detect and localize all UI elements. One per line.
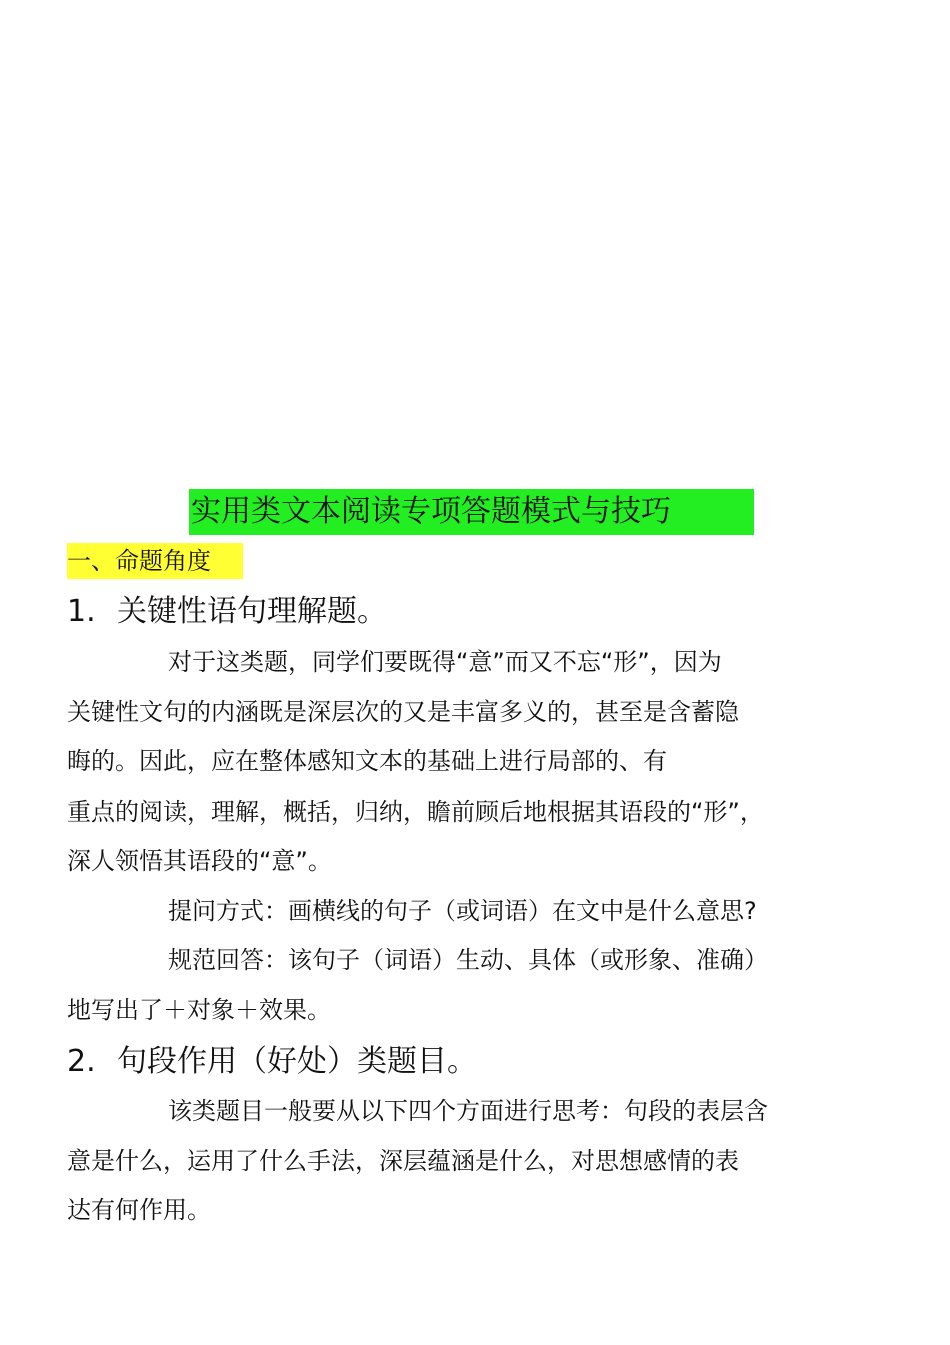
question-1-number: 1. — [67, 594, 96, 629]
question-1-heading — [67, 592, 387, 632]
paragraph-line: 深人领悟其语段的“意”。 — [67, 847, 332, 875]
paragraph-line: 该类题目一般要从以下四个方面进行思考：句段的表层含 — [168, 1097, 768, 1125]
question-1-title: 关键性语句理解题。 — [117, 594, 387, 629]
paragraph-line: 关键性文句的内涵既是深层次的又是丰富多义的，甚至是含蓄隐 — [67, 698, 739, 726]
paragraph-line: 重点的阅读，理解，概括，归纳，瞻前顾后地根据其语段的“形”， — [67, 798, 764, 826]
paragraph-line: 晦的。因此，应在整体感知文本的基础上进行局部的、有 — [67, 747, 667, 775]
paragraph-line: 意是什么，运用了什么手法，深层蕴涵是什么，对思想感情的表 — [67, 1147, 739, 1175]
answer-line: 规范回答：该句子（词语）生动、具体（或形象、准确） — [168, 946, 768, 974]
question-2-number: 2. — [67, 1044, 96, 1079]
answer-line: 地写出了＋对象＋效果。 — [67, 996, 331, 1024]
page-title: 实用类文本阅读专项答题模式与技巧 — [189, 489, 754, 535]
question-prompt-line: 提问方式：画横线的句子（或词语）在文中是什么意思? — [168, 897, 757, 925]
question-2-heading — [67, 1042, 477, 1082]
paragraph-line: 对于这类题，同学们要既得“意”而又不忘“形”，因为 — [168, 648, 722, 676]
paragraph-line: 达有何作用。 — [67, 1196, 211, 1224]
question-2-title: 句段作用（好处）类题目。 — [117, 1044, 477, 1079]
section-heading: 一、命题角度 — [67, 543, 243, 579]
